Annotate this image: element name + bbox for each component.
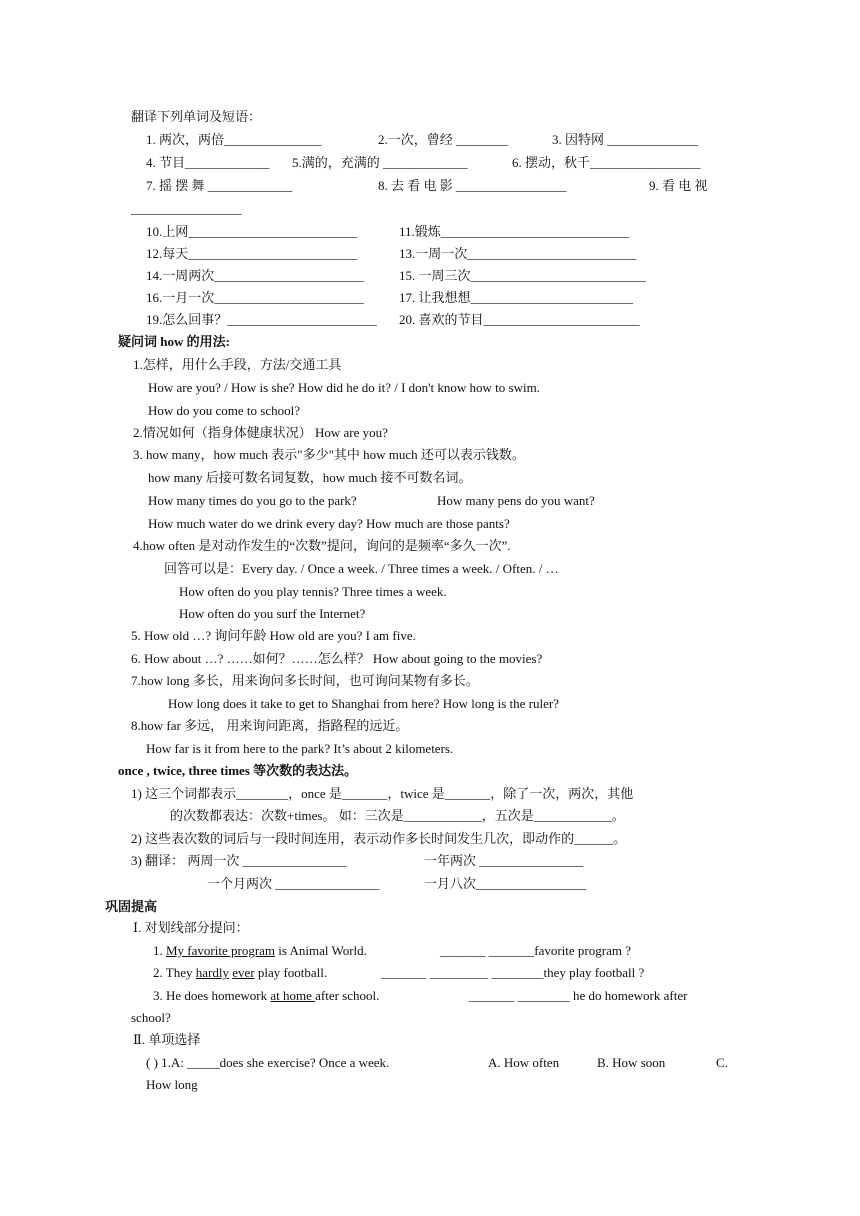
mc-option: How long [146, 1077, 198, 1092]
vocab-item: 12.每天__________________________ [146, 246, 358, 261]
how-line: How do you come to school? [148, 403, 301, 418]
how-line: How far is it from here to the park? It’s about 2 kilometers. [146, 741, 454, 756]
vocab-item: 5.满的，充满的 _____________ [292, 155, 468, 170]
vocab-item: 11.锻炼_____________________________ [399, 224, 630, 239]
vocab-item: 14.一周两次_______________________ [146, 268, 364, 283]
how-line: 6. How about …? ……如何？……怎么样？ How about going to the movies? [131, 651, 543, 666]
vocab-item: 13.一周一次__________________________ [399, 246, 637, 261]
how-line: 1.怎样，用什么手段，方法/交通工具 [133, 357, 342, 372]
vocab-item: 16.一月一次_______________________ [146, 290, 364, 305]
how-line: 回答可以是：Every day. / Once a week. / Three times a week. / Often. / … [164, 561, 559, 576]
section-heading-review: 巩固提高 [105, 899, 158, 914]
vocab-item: 20. 喜欢的节目________________________ [399, 312, 640, 327]
vocab-item: 1. 两次，两倍_______________ [146, 132, 322, 147]
times-line: 一年两次 ________________ [424, 853, 584, 868]
how-line: 2.情况如何（指身体健康状况） How are you? [133, 425, 388, 440]
vocab-intro: 翻译下列单词及短语： [131, 109, 262, 124]
vocab-item: 2.一次，曾经 ________ [378, 132, 509, 147]
how-line: How are you? / How is she? How did he do it? / I don't know how to swim. [148, 380, 540, 395]
question-3-continued: school? [131, 1010, 171, 1025]
how-line: How often do you play tennis? Three times a week. [179, 584, 447, 599]
how-line: 5. How old …? 询问年龄 How old are you? I am five. [131, 628, 416, 643]
how-line: 8.how far 多远， 用来询问距离，指路程的远近。 [131, 718, 409, 733]
how-line: how many 后接可数名词复数，how much 接不可数名词。 [148, 470, 472, 485]
mc-option: B. How soon [597, 1055, 666, 1070]
vocab-item: _________________ [131, 201, 242, 216]
vocab-item: 9. 看 电 视 [649, 178, 708, 193]
how-line: How much water do we drink every day? How much are those pants? [148, 516, 510, 531]
how-line: 3. how many，how much 表示"多少"其中 how much 还可以表示钱数。 [133, 447, 525, 462]
vocab-item: 4. 节目_____________ [146, 155, 270, 170]
times-line: 一月八次_________________ [424, 876, 587, 891]
times-line: 1) 这三个词都表示________，once 是_______，twice 是_______，除了一次，两次，其他 [131, 786, 634, 801]
review-part-title: Ⅱ. 单项选择 [133, 1032, 201, 1047]
times-line: 2) 这些表次数的词后与一段时间连用，表示动作多长时间发生几次，即动作的______。 [131, 831, 627, 846]
section-heading-times: once , twice, three times 等次数的表达法。 [118, 763, 358, 778]
question-2: 2. They hardly ever play football. [153, 965, 328, 980]
question-3-answer: _______ ________ he do homework after [469, 988, 688, 1003]
vocab-item: 10.上网__________________________ [146, 224, 358, 239]
mc-question-1: ( ) 1.A: _____does she exercise? Once a week. [146, 1055, 390, 1070]
vocab-item: 3. 因特网 ______________ [552, 132, 699, 147]
how-line: 7.how long 多长，用来询问多长时间，也可询问某物有多长。 [131, 673, 479, 688]
review-part-title: Ⅰ. 对划线部分提问： [133, 920, 249, 935]
question-3: 3. He does homework at home after school. [153, 988, 380, 1003]
times-line: 3) 翻译： 两周一次 ________________ [131, 853, 347, 868]
question-1: 1. My favorite program is Animal World. [153, 943, 367, 958]
how-line: How often do you surf the Internet? [179, 606, 366, 621]
vocab-item: 15. 一周三次___________________________ [399, 268, 647, 283]
vocab-item: 7. 摇 摆 舞 _____________ [146, 178, 293, 193]
how-line: How many pens do you want? [437, 493, 595, 508]
how-line: 4.how often 是对动作发生的“次数”提问，询问的是频率“多久一次”. [133, 538, 511, 553]
how-line: How long does it take to get to Shanghai from here? How long is the ruler? [168, 696, 559, 711]
mc-option: A. How often [488, 1055, 560, 1070]
vocab-item: 6. 摆动，秋千_________________ [512, 155, 701, 170]
mc-option: C. [716, 1055, 728, 1070]
question-2-answer: _______ _________ ________they play football ? [381, 965, 645, 980]
question-1-answer: _______ _______favorite program ? [440, 943, 631, 958]
vocab-item: 8. 去 看 电 影 _________________ [378, 178, 567, 193]
how-line: How many times do you go to the park? [148, 493, 357, 508]
vocab-item: 19.怎么回事？_______________________ [146, 312, 377, 327]
times-line: 一个月两次 ________________ [207, 876, 380, 891]
times-line: 的次数都表达：次数+times。 如：三次是____________，五次是____________。 [170, 808, 625, 823]
vocab-item: 17. 让我想想_________________________ [399, 290, 634, 305]
section-heading-how: 疑问词 how 的用法: [118, 334, 230, 349]
